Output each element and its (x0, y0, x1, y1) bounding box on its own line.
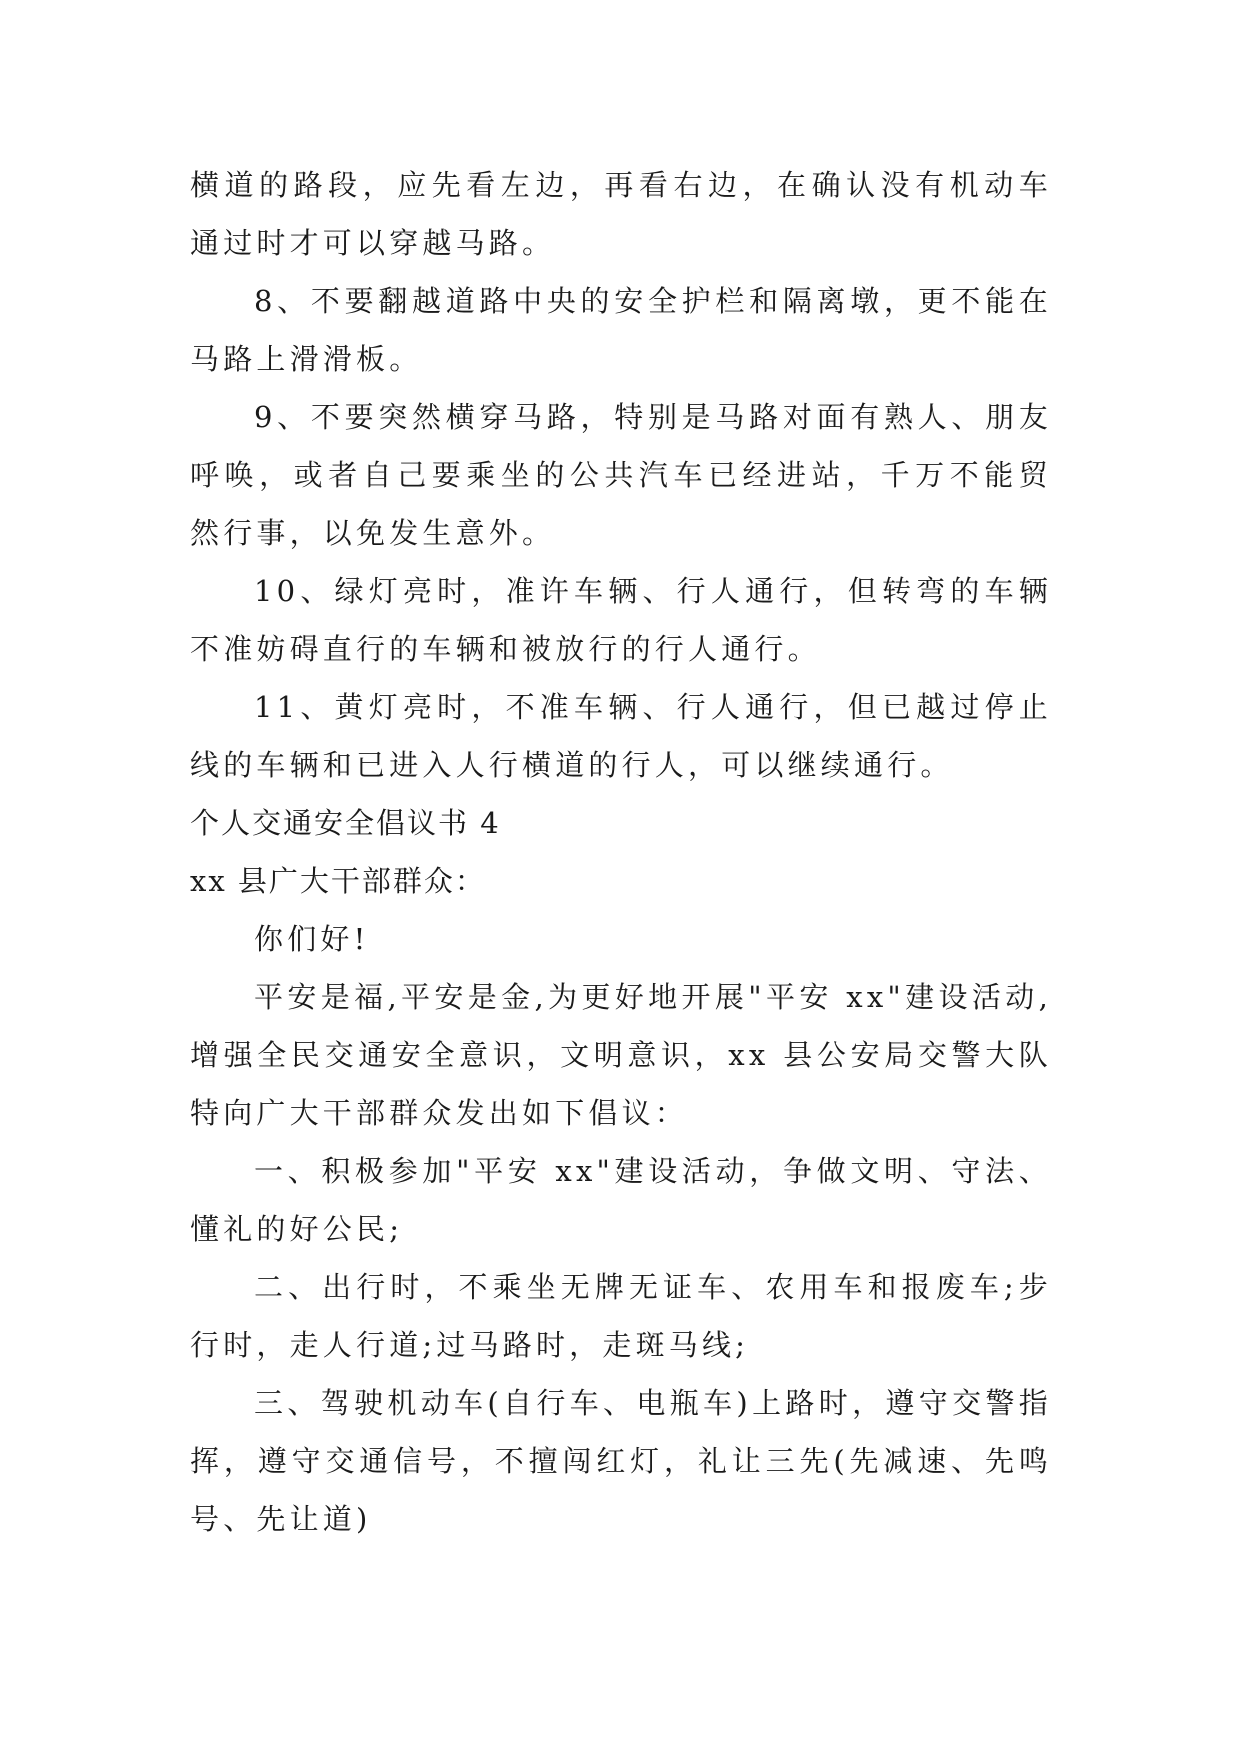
paragraph-item-11: 11、黄灯亮时，不准车辆、行人通行，但已越过停止线的车辆和已进入人行横道的行人，可以继续通行。 (190, 690, 1052, 782)
paragraph-intro: 平安是福,平安是金,为更好地开展"平安 xx"建设活动,增强全民交通安全意识，文明意识，xx 县公安局交警大队特向广大干部群众发出如下倡议： (190, 980, 1052, 1130)
document-page (190, 156, 1052, 1548)
salutation: xx 县广大干部群众： (190, 864, 486, 898)
paragraph-crossing-continued: 横道的路段，应先看左边，再看右边，在确认没有机动车通过时才可以穿越马路。 (190, 168, 1052, 260)
section-title: 个人交通安全倡议书 4 (190, 806, 501, 840)
paragraph-proposal-1: 一、积极参加"平安 xx"建设活动，争做文明、守法、懂礼的好公民; (190, 1154, 1052, 1246)
paragraph-proposal-2: 二、出行时，不乘坐无牌无证车、农用车和报废车;步行时，走人行道;过马路时，走斑马线; (190, 1270, 1052, 1362)
paragraph-item-10: 10、绿灯亮时，准许车辆、行人通行，但转弯的车辆不准妨碍直行的车辆和被放行的行人通行。 (190, 574, 1052, 666)
paragraph-proposal-3: 三、驾驶机动车(自行车、电瓶车)上路时，遵守交警指挥，遵守交通信号，不擅闯红灯，礼让三先(先减速、先鸣号、先让道) (190, 1386, 1052, 1536)
paragraph-item-9: 9、不要突然横穿马路，特别是马路对面有熟人、朋友呼唤，或者自己要乘坐的公共汽车已经进站，千万不能贸然行事，以免发生意外。 (190, 400, 1052, 550)
paragraph-item-8: 8、不要翻越道路中央的安全护栏和隔离墩，更不能在马路上滑滑板。 (190, 284, 1052, 376)
greeting: 你们好! (254, 922, 370, 956)
